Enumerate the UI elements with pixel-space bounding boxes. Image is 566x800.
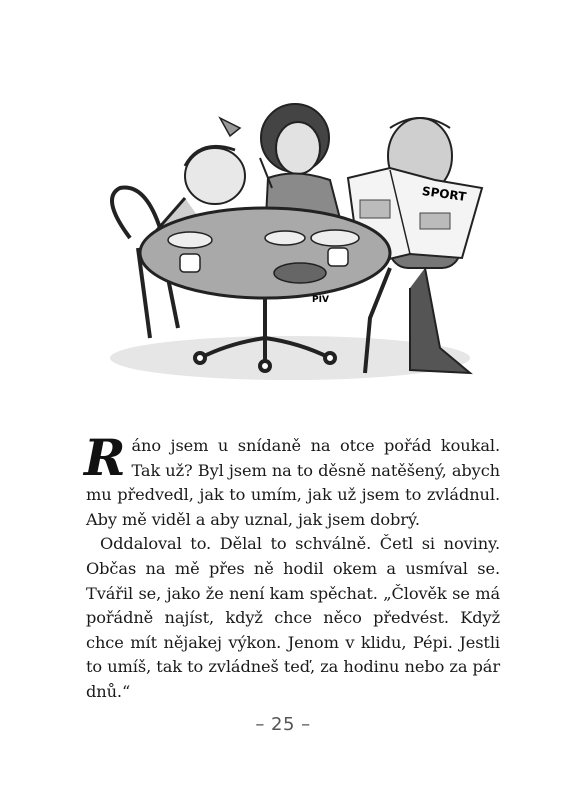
mug-right xyxy=(328,248,348,266)
breakfast-illustration xyxy=(90,88,490,388)
plate-left xyxy=(168,232,212,248)
newspaper-label: SPORT xyxy=(421,183,468,205)
page-number: – 25 – xyxy=(255,714,311,735)
mug-left xyxy=(180,254,200,272)
bread-plate xyxy=(274,263,326,283)
plate-right xyxy=(311,230,359,246)
artist-signature: PIV xyxy=(312,295,329,305)
paragraph-1 xyxy=(84,428,500,532)
paragraph-2: Oddaloval to. Dělal to schválně. Četl si noviny. Občas na mě přes ně hodil okem a usmíval se. Tvářil se, jako že není kam spěchat. „Člověk se má pořádně najíst, když chce něco předvést. Když chce mít nějakej výkon. Jenom v klidu, Pépi. Jestli to umíš, tak to zvládneš teď, za hodinu nebo za pár dnů.“ xyxy=(86,534,500,701)
paragraph-1-text: áno jsem u snídaně na otce pořád koukal. Tak už? Byl jsem na to děsně natěšený, abych mu předvedl, jak to umím, jak už jsem to zvládnul. Aby mě viděl a aby uznal, jak jsem dobrý. xyxy=(86,436,500,529)
drop-cap: R xyxy=(84,428,126,487)
plate-center xyxy=(265,231,305,245)
body-text xyxy=(84,428,500,705)
table-top xyxy=(140,208,390,298)
